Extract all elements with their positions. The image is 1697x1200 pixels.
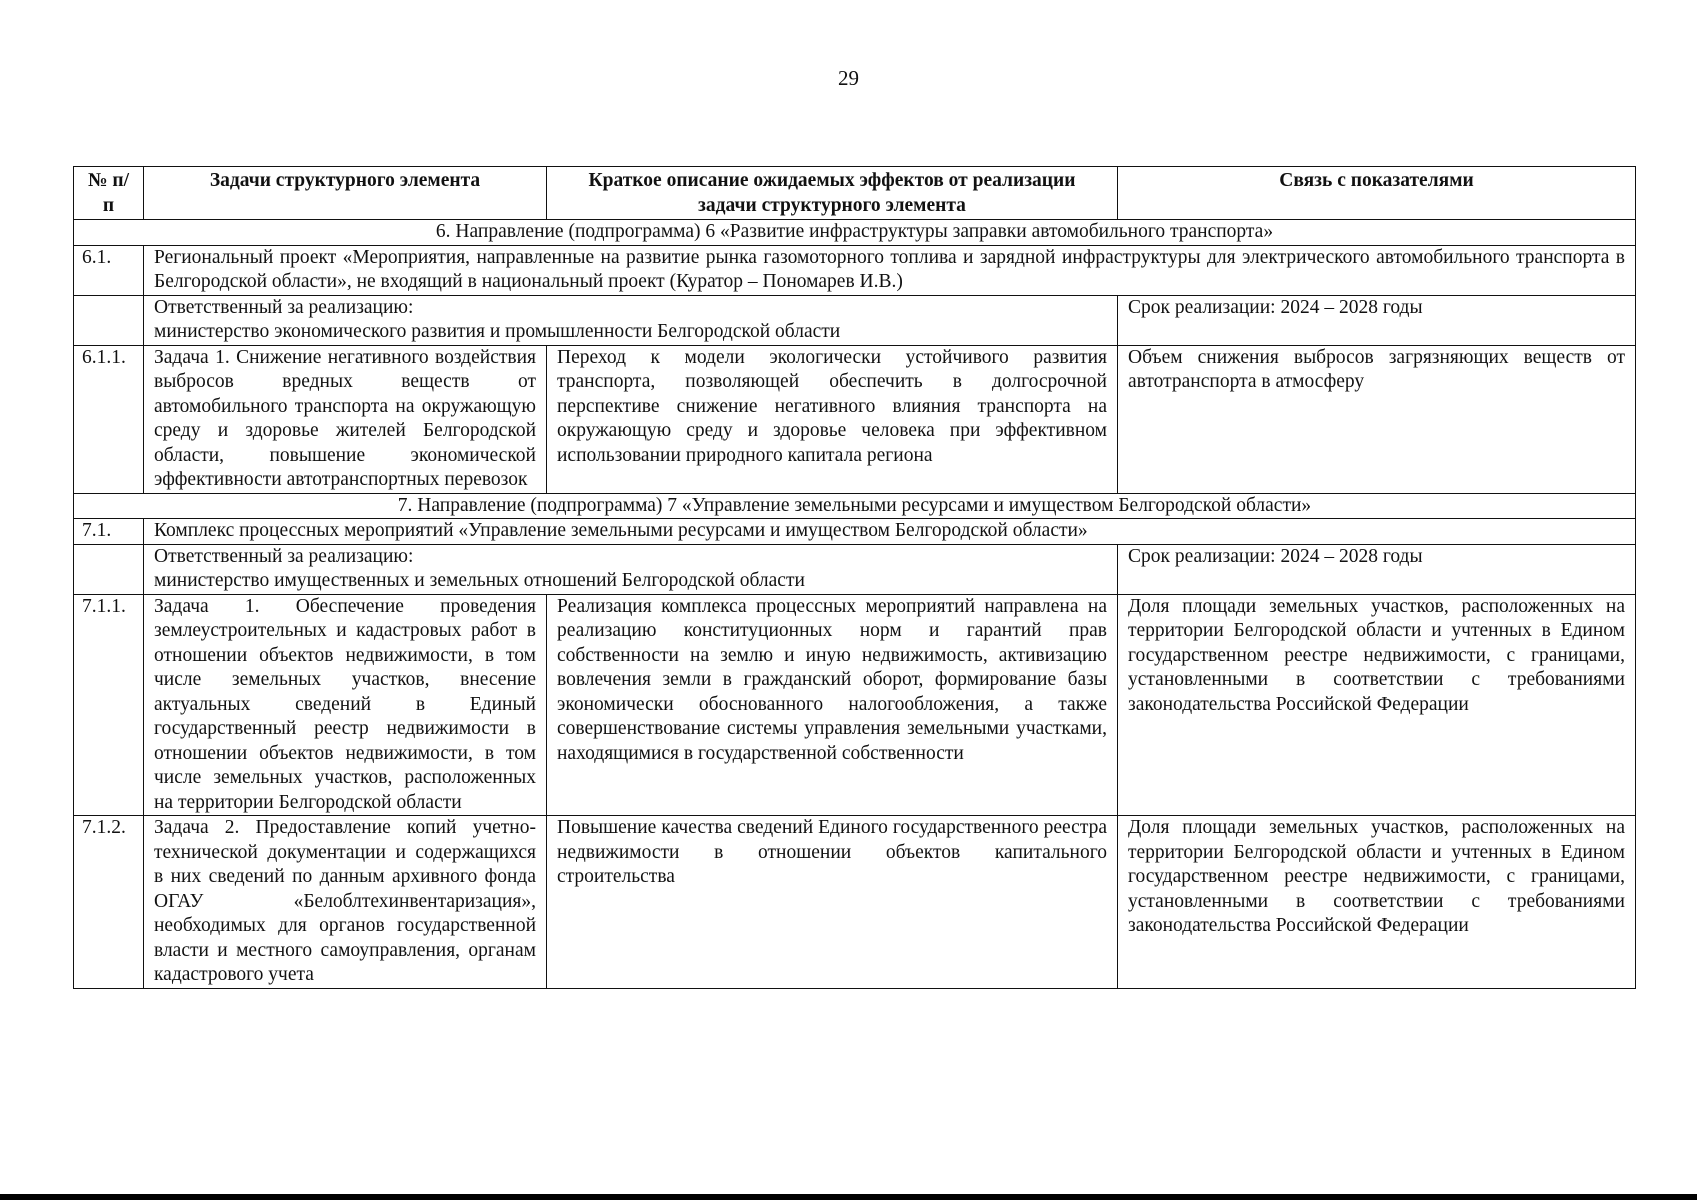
table-row [74, 519, 1636, 545]
responsible-label: Ответственный за реализацию: [154, 296, 414, 318]
implementation-term: Срок реализации: 2024 – 2028 годы [1118, 544, 1636, 594]
header-tasks: Задачи структурного элемента [144, 167, 547, 220]
complex-title: Комплекс процессных мероприятий «Управление земельными ресурсами и имуществом Белгородской области» [144, 519, 1636, 545]
row-number: 7.1. [74, 519, 144, 545]
row-number: 7.1.2. [74, 816, 144, 989]
row-number: 6.1.1. [74, 345, 144, 493]
header-num: № п/п [74, 167, 144, 220]
table-row [74, 816, 1636, 989]
indicator-cell: Объем снижения выбросов загрязняющих веществ от автотранспорта в атмосферу [1118, 345, 1636, 493]
responsible-cell [144, 295, 1118, 345]
empty-cell [74, 295, 144, 345]
row-number: 6.1. [74, 245, 144, 295]
scan-bottom-border [0, 1194, 1697, 1200]
task-cell: Задача 2. Предоставление копий учетно-технической документации и содержащихся в них сведений по данным архивного фонда ОГАУ «Белоблтехинвентаризация», необходимых для органов государственной власти и местного самоуправления, органам кадастрового учета [144, 816, 547, 989]
responsible-label: Ответственный за реализацию: [154, 545, 414, 567]
table-row [74, 594, 1636, 816]
effect-cell: Повышение качества сведений Единого государственного реестра недвижимости в отношении объектов капитального строительства [547, 816, 1118, 989]
table-row [74, 345, 1636, 493]
header-indicators: Связь с показателями [1118, 167, 1636, 220]
effect-cell: Реализация комплекса процессных мероприятий направлена на реализацию конституционных норм и гарантий прав собственности на землю и иную недвижимость, активизацию вовлечения земли в гражданский оборот, формирование базы экономически обоснованного налогообложения, а также совершенствование системы управления земельными участками, находящимися в государственной собственности [547, 594, 1118, 816]
section-heading-6: 6. Направление (подпрограмма) 6 «Развитие инфраструктуры заправки автомобильного транспорта» [74, 220, 1636, 246]
table-row [74, 245, 1636, 295]
section-row [74, 493, 1636, 519]
implementation-term: Срок реализации: 2024 – 2028 годы [1118, 295, 1636, 345]
project-title: Региональный проект «Мероприятия, направленные на развитие рынка газомоторного топлива и зарядной инфраструктуры для электрического автомобильного транспорта в Белгородской области», не входящий в национальный проект (Куратор – Пономарев И.В.) [144, 245, 1636, 295]
responsible-value: министерство экономического развития и промышленности Белгородской области [154, 321, 841, 342]
section-row [74, 220, 1636, 246]
table-row [74, 295, 1636, 345]
responsible-value: министерство имущественных и земельных отношений Белгородской области [154, 570, 805, 591]
empty-cell [74, 544, 144, 594]
effect-cell: Переход к модели экологически устойчивого развития транспорта, позволяющей обеспечить в долгосрочной перспективе снижение негативного влияния транспорта на окружающую среду и здоровье человека при эффективном использовании природного капитала региона [547, 345, 1118, 493]
task-cell: Задача 1. Обеспечение проведения землеустроительных и кадастровых работ в отношении объектов недвижимости, в том числе земельных участков, внесение актуальных сведений в Единый государственный реестр недвижимости в отношении объектов недвижимости, в том числе земельных участков, расположенных на территории Белгородской области [144, 594, 547, 816]
row-number: 7.1.1. [74, 594, 144, 816]
page-number: 29 [838, 66, 859, 90]
section-heading-7: 7. Направление (подпрограмма) 7 «Управление земельными ресурсами и имуществом Белгородской области» [74, 493, 1636, 519]
task-cell: Задача 1. Снижение негативного воздействия выбросов вредных веществ от автомобильного транспорта на окружающую среду и здоровье жителей Белгородской области, повышение экономической эффективности автотранспортных перевозок [144, 345, 547, 493]
indicator-cell: Доля площади земельных участков, расположенных на территории Белгородской области и учтенных в Едином государственном реестре недвижимости, с границами, установленными в соответствии с требованиями законодательства Российской Федерации [1118, 594, 1636, 816]
header-effects: Краткое описание ожидаемых эффектов от реализации задачи структурного элемента [547, 167, 1118, 220]
indicator-cell: Доля площади земельных участков, расположенных на территории Белгородской области и учтенных в Едином государственном реестре недвижимости, с границами, установленными в соответствии с требованиями законодательства Российской Федерации [1118, 816, 1636, 989]
responsible-cell [144, 544, 1118, 594]
table-row [74, 544, 1636, 594]
program-table [73, 166, 1636, 989]
table-header-row [74, 167, 1636, 220]
